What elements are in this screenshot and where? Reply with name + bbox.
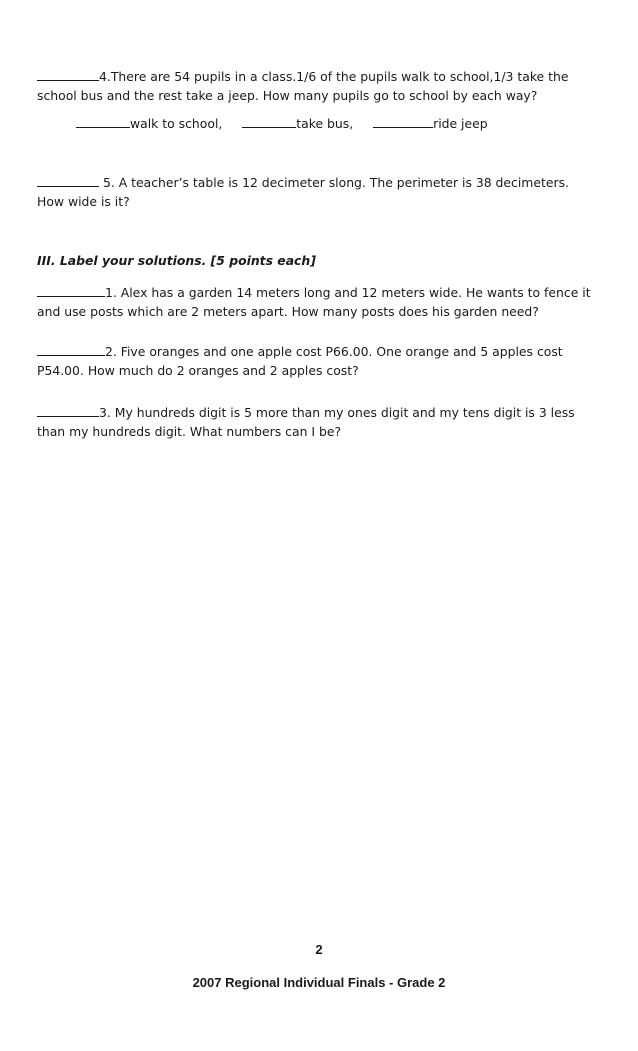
problem-number: 5. [99, 175, 119, 190]
page-number: 2 [315, 942, 323, 957]
problem-text: A teacher’s table is 12 decimeter slong. The perimeter is 38 decimeters. How wide is it? [37, 175, 569, 209]
answer-blank[interactable] [76, 113, 130, 128]
answer-blank[interactable] [37, 341, 105, 356]
fill-label: take bus, [296, 116, 354, 131]
fill-in-row [76, 113, 596, 133]
answer-blank[interactable] [37, 172, 99, 187]
answer-blank[interactable] [37, 402, 99, 417]
problem-text: My hundreds digit is 5 more than my ones digit and my tens digit is 3 less than my hundreds digit. What numbers can I be? [37, 405, 575, 439]
problem-4 [37, 66, 597, 105]
problem-text: Five oranges and one apple cost P66.00. One orange and 5 apples cost P54.00. How much do 2 oranges and 2 apples cost? [37, 344, 563, 378]
fill-item-jeep [373, 113, 488, 133]
section3-problem-3 [37, 402, 597, 441]
answer-blank[interactable] [242, 113, 296, 128]
page-footer: 2007 Regional Individual Finals - Grade 2 [192, 975, 446, 990]
problem-number: 2. [105, 344, 121, 359]
section3-problem-1 [37, 282, 597, 321]
answer-blank[interactable] [37, 66, 99, 81]
fill-label: ride jeep [433, 116, 488, 131]
problem-number: 4. [99, 69, 111, 84]
answer-blank[interactable] [373, 113, 433, 128]
problem-text: There are 54 pupils in a class.1/6 of the pupils walk to school,1/3 take the school bus and the rest take a jeep. How many pupils go to school by each way? [37, 69, 569, 103]
problem-number: 3. [99, 405, 115, 420]
fill-label: walk to school, [130, 116, 223, 131]
section-title: III. Label your solutions. [5 points each] [37, 253, 316, 268]
problem-number: 1. [105, 285, 121, 300]
fill-item-bus [242, 113, 353, 133]
answer-blank[interactable] [37, 282, 105, 297]
problem-text: Alex has a garden 14 meters long and 12 meters wide. He wants to fence it and use posts which are 2 meters apart. How many posts does his garden need? [37, 285, 591, 319]
section3-problem-2 [37, 341, 597, 380]
problem-5 [37, 172, 597, 211]
fill-item-walk [76, 113, 222, 133]
